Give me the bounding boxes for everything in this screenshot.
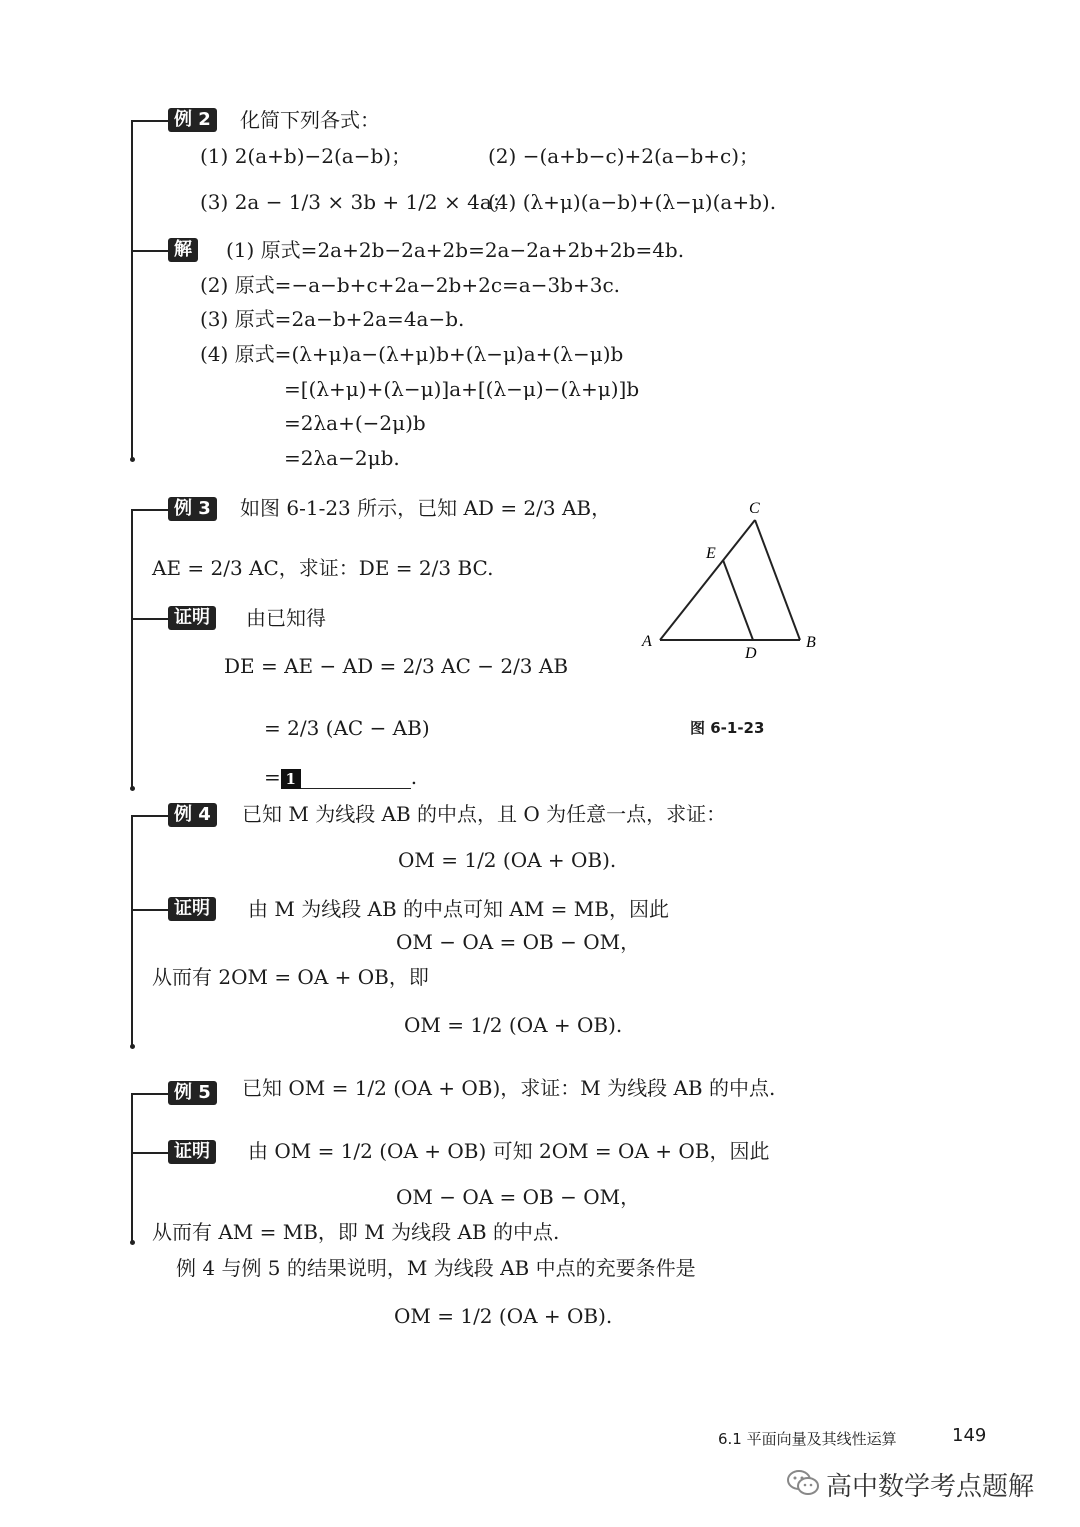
vertex-A-label: A [642,633,652,650]
proof-line-2: OM − OA = OB − OM， [396,930,641,954]
bracket-tick [131,1152,169,1154]
bracket-tick [131,909,169,911]
segment-CB [755,520,800,640]
bracket-line [131,815,133,1047]
example-4-statement: 已知 M 为线段 AB 的中点，且 O 为任意一点，求证： [242,802,727,826]
solution-4-line-1: (4) 原式=(λ+μ)a−(λ+μ)b+(λ−μ)a+(λ−μ)b [200,342,624,366]
example-3-statement-1: 如图 6-1-23 所示，已知 AD = 2/3 AB， [240,496,612,520]
proof-label: 证明 [168,1140,216,1164]
answer-blank[interactable] [301,768,411,789]
question-2: (2) −(a+b−c)+2(a−b+c)； [488,144,760,168]
bracket-tick [131,618,169,620]
example-2-label: 例 2 [168,108,217,132]
example-4-label: 例 4 [168,803,217,827]
proof-line-3: 从而有 AM = MB，即 M 为线段 AB 的中点. [152,1220,560,1244]
example-3-label: 例 3 [168,497,217,521]
proof-label: 证明 [168,606,216,630]
page-number: 149 [952,1425,987,1446]
proof-step-3 [264,763,417,791]
example-5-label: 例 5 [168,1081,217,1105]
proof-step-1: DE = AE − AD = 2/3 AC − 2/3 AB [224,654,569,678]
bracket-line [131,1093,133,1243]
question-3: (3) 2a − 1/3 × 3b + 1/2 × 4a； [200,190,512,214]
solution-4-line-4: =2λa−2μb. [284,446,400,470]
bracket-tick [131,250,169,252]
proof-label: 证明 [168,897,216,921]
point-E-label: E [706,545,716,562]
proof-step-2: = 2/3 (AC − AB) [264,716,430,740]
bracket-tick [131,120,169,122]
vertex-B-label: B [806,634,816,651]
proof-line-3: 从而有 2OM = OA + OB，即 [152,965,429,989]
wechat-icon [786,1468,820,1503]
proof-line-1: 由 OM = 1/2 (OA + OB) 可知 2OM = OA + OB，因此 [248,1139,770,1163]
bracket-end [130,1240,135,1245]
blank-number-box: 1 [281,769,301,789]
period: . [410,765,418,789]
bracket-end [130,1044,135,1049]
watermark-text: 高中数学考点题解 [826,1472,1035,1502]
bracket-end [130,457,135,462]
example-3-statement-2: AE = 2/3 AC，求证：DE = 2/3 BC. [152,556,494,580]
bracket-end [130,786,135,791]
bracket-line [131,509,133,789]
segment-DE [723,560,753,640]
conclusion-text: 例 4 与例 5 的结果说明，M 为线段 AB 中点的充要条件是 [176,1256,696,1280]
figure-caption: 图 6-1-23 [690,719,765,737]
proof-line-1: 由 M 为线段 AB 的中点可知 AM = MB，因此 [248,897,669,921]
proof-line-4: OM = 1/2 (OA + OB). [404,1013,623,1037]
example-5-statement: 已知 OM = 1/2 (OA + OB)，求证：M 为线段 AB 的中点. [242,1076,776,1100]
bracket-tick [131,509,169,511]
proof-line-2: OM − OA = OB − OM， [396,1185,641,1209]
equals-sign: = [264,765,281,789]
example-2-prompt: 化简下列各式： [240,108,380,132]
solution-4-line-2: =[(λ+μ)+(λ−μ)]a+[(λ−μ)−(λ+μ)]b [284,377,640,401]
example-4-formula: OM = 1/2 (OA + OB). [398,848,617,872]
conclusion-formula: OM = 1/2 (OA + OB). [394,1304,613,1328]
solution-3: (3) 原式=2a−b+2a=4a−b. [200,307,465,331]
section-title: 6.1 平面向量及其线性运算 [718,1430,897,1448]
bracket-tick [131,815,169,817]
bracket-line [131,120,133,460]
vertex-C-label: C [749,500,760,517]
question-4: (4) (λ+μ)(a−b)+(λ−μ)(a+b). [488,190,777,214]
segment-AC [660,520,755,640]
solution-label: 解 [168,238,198,262]
solution-1: (1) 原式=2a+2b−2a+2b=2a−2a+2b+2b=4b. [226,238,685,262]
solution-2: (2) 原式=−a−b+c+2a−2b+2c=a−3b+3c. [200,273,621,297]
triangle-figure [630,495,830,675]
proof-intro: 由已知得 [246,606,326,630]
point-D-label: D [745,645,757,662]
solution-4-line-3: =2λa+(−2μ)b [284,411,426,435]
question-1: (1) 2(a+b)−2(a−b)； [200,144,412,168]
bracket-tick [131,1093,169,1095]
